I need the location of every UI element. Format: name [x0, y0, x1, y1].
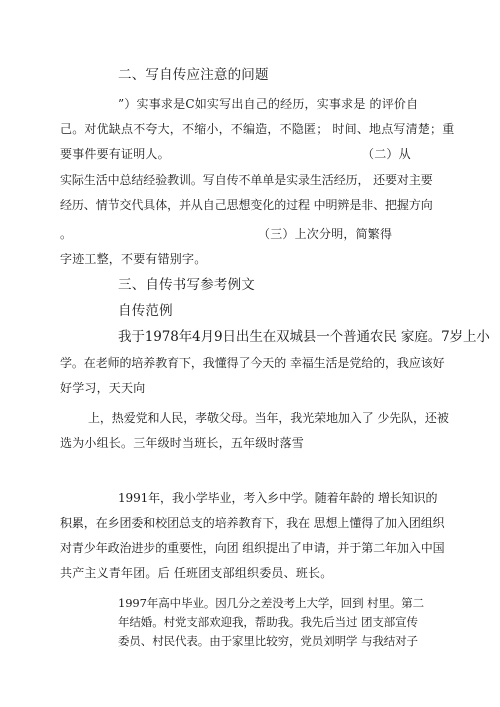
body-line: （三）上次分明，简繁得: [258, 227, 393, 241]
body-line: 实际生活中总结经验教训。写自传不单单是实录生活经历， 还要对主要: [60, 173, 433, 187]
section3-heading: 三、自传书写参考例文: [118, 277, 255, 293]
body-line: 经历、情节交代具体，并从自己思想变化的过程 中明辨是非、把握方向: [60, 198, 433, 212]
body-line: 1997年高中毕业。因几分之差没考上大学，回到 村里。第二: [118, 596, 425, 610]
body-line: 共产主义青年团。后 任班团支部组织委员、班长。: [60, 566, 333, 580]
body-line: 我于1978年4月9日出生在双城县一个普通农民 家庭。7岁上小: [118, 329, 490, 345]
body-line: 。: [60, 227, 73, 241]
body-line: 积累，在乡团委和校团总支的培养教育下，我在 思想上懂得了加入团组织: [60, 516, 445, 530]
body-line: 字迹工整，不要有错别字。: [60, 252, 207, 266]
body-line: 己。对优缺点不夸大，不缩小，不编造，不隐匿； 时间、地点写清楚；重: [60, 122, 455, 136]
body-line: 对青少年政治进步的重要性，向团 组织提出了申请，并于第二年加入中国: [60, 541, 445, 555]
section2-heading: 二、写自传应注意的问题: [118, 67, 269, 83]
body-line: 上，热爱党和人民，孝敬父母。当年，我光荣地加入了 少先队，还被: [88, 411, 449, 425]
body-line: 年结婚。村党支部欢迎我，帮助我。我先后当过 团支部宣传: [118, 615, 418, 629]
body-line: 好学习，天天向: [60, 381, 146, 395]
body-line: 1991年，我小学毕业，考入乡中学。随着年龄的 增长知识的: [118, 491, 438, 505]
body-line: 委员、村民代表。由于家里比较穷，党员刘明学 与我结对子: [118, 634, 418, 648]
body-line: ”）实事求是C如实写出自己的经历，实事求是 的评价自: [118, 97, 419, 111]
body-line: 学。在老师的培养教育下，我懂得了今天的 幸福生活是党给的，我应该好: [60, 356, 445, 370]
subheading: 自传范例: [118, 303, 173, 319]
body-line: （二）从: [362, 147, 411, 161]
body-line: 要事件要有证明人。: [60, 147, 170, 161]
body-line: 选为小组长。三年级时当班长，五年级时落雪: [60, 436, 305, 450]
